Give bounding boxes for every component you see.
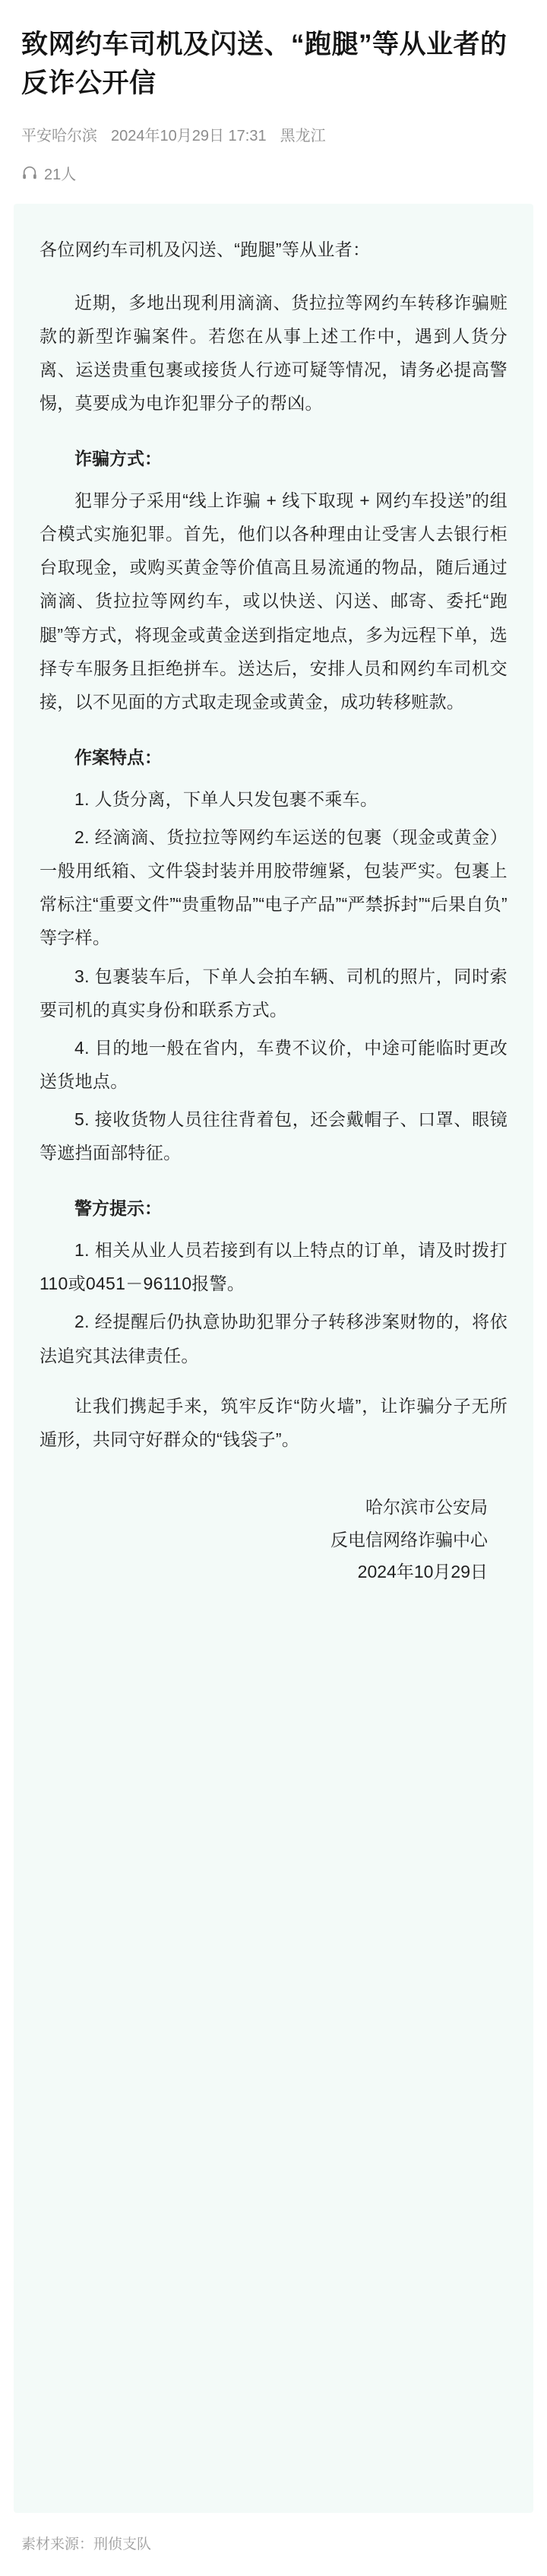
section-heading: 警方提示：	[74, 1198, 162, 1219]
list-item: 3. 包裹装车后，下单人会拍车辆、司机的照片，同时索要司机的真实身份和联系方式。	[40, 966, 507, 1020]
page-title: 致网约车司机及闪送、“跑腿”等从业者的反诈公开信	[21, 30, 507, 98]
listen-article-control[interactable]	[21, 162, 526, 184]
section-fraud-method	[40, 443, 507, 719]
section-heading: 作案特点：	[74, 747, 162, 768]
article-footer	[0, 2513, 547, 2576]
feature-list	[40, 782, 507, 1170]
salutation: 各位网约车司机及闪送、“跑腿”等从业者：	[40, 239, 371, 259]
section-heading: 诈骗方式：	[74, 449, 162, 469]
meta-source[interactable]: 平安哈尔滨	[21, 127, 97, 144]
list-item: 2. 经提醒后仍执意协助犯罪分子转移涉案财物的，将依法追究其法律责任。	[40, 1312, 507, 1366]
article-body	[14, 204, 533, 2514]
list-item: 5. 接收货物人员往往背着包，还会戴帽子、口罩、眼镜等遮挡面部特征。	[40, 1109, 507, 1163]
tips-list	[40, 1233, 507, 1372]
list-item: 2. 经滴滴、货拉拉等网约车运送的包裹（现金或黄金）一般用纸箱、文件袋封装并用胶带缠紧，包装严实。包裹上常标注“重要文件”“贵重物品”“电子产品”“严禁拆封”“后果自负”等字样。	[40, 826, 507, 948]
article-meta	[21, 123, 526, 145]
listen-count-label: 21人	[44, 166, 77, 183]
section-police-tips	[40, 1192, 507, 1372]
closing-paragraph: 让我们携起手来，筑牢反诈“防火墙”，让诈骗分子无所遁形，共同守好群众的“钱袋子”。	[40, 1395, 507, 1449]
source-credit: 素材来源：刑侦支队	[21, 2536, 152, 2552]
list-item: 1. 相关从业人员若接到有以上特点的订单，请及时拨打110或0451－96110报警。	[40, 1240, 507, 1294]
signature-block	[40, 1491, 507, 1588]
signature-org: 哈尔滨市公安局	[365, 1497, 488, 1518]
headphone-icon	[21, 164, 38, 181]
meta-region: 黑龙江	[280, 127, 326, 144]
signature-date: 2024年10月29日	[357, 1562, 488, 1582]
list-item: 1. 人货分离，下单人只发包裹不乘车。	[74, 788, 378, 809]
signature-department: 反电信网络诈骗中心	[330, 1529, 488, 1550]
article-header	[0, 0, 547, 204]
section-paragraph: 犯罪分子采用“线上诈骗 + 线下取现 + 网约车投送”的组合模式实施犯罪。首先，他们以各种理由让受害人去银行柜台取现金，或购买黄金等价值高且易流通的物品，随后通过滴滴、货拉拉等网约车，或以快送、闪送、邮寄、委托“跑腿”等方式，将现金或黄金送到指定地点，多为远程下单，选择专车服务且拒绝拼车。送达后，安排人员和网约车司机交接，以不见面的方式取走现金或黄金，成功转移赃款。	[40, 490, 507, 712]
intro-paragraph: 近期，多地出现利用滴滴、货拉拉等网约车转移诈骗赃款的新型诈骗案件。若您在从事上述工作中，遇到人货分离、运送贵重包裹或接货人行迹可疑等情况，请务必提高警惕，莫要成为电诈犯罪分子的帮凶。	[40, 292, 507, 414]
list-item: 4. 目的地一般在省内，车费不议价，中途可能临时更改送货地点。	[40, 1037, 507, 1091]
section-case-features	[40, 741, 507, 1169]
meta-timestamp: 2024年10月29日 17:31	[111, 127, 267, 144]
